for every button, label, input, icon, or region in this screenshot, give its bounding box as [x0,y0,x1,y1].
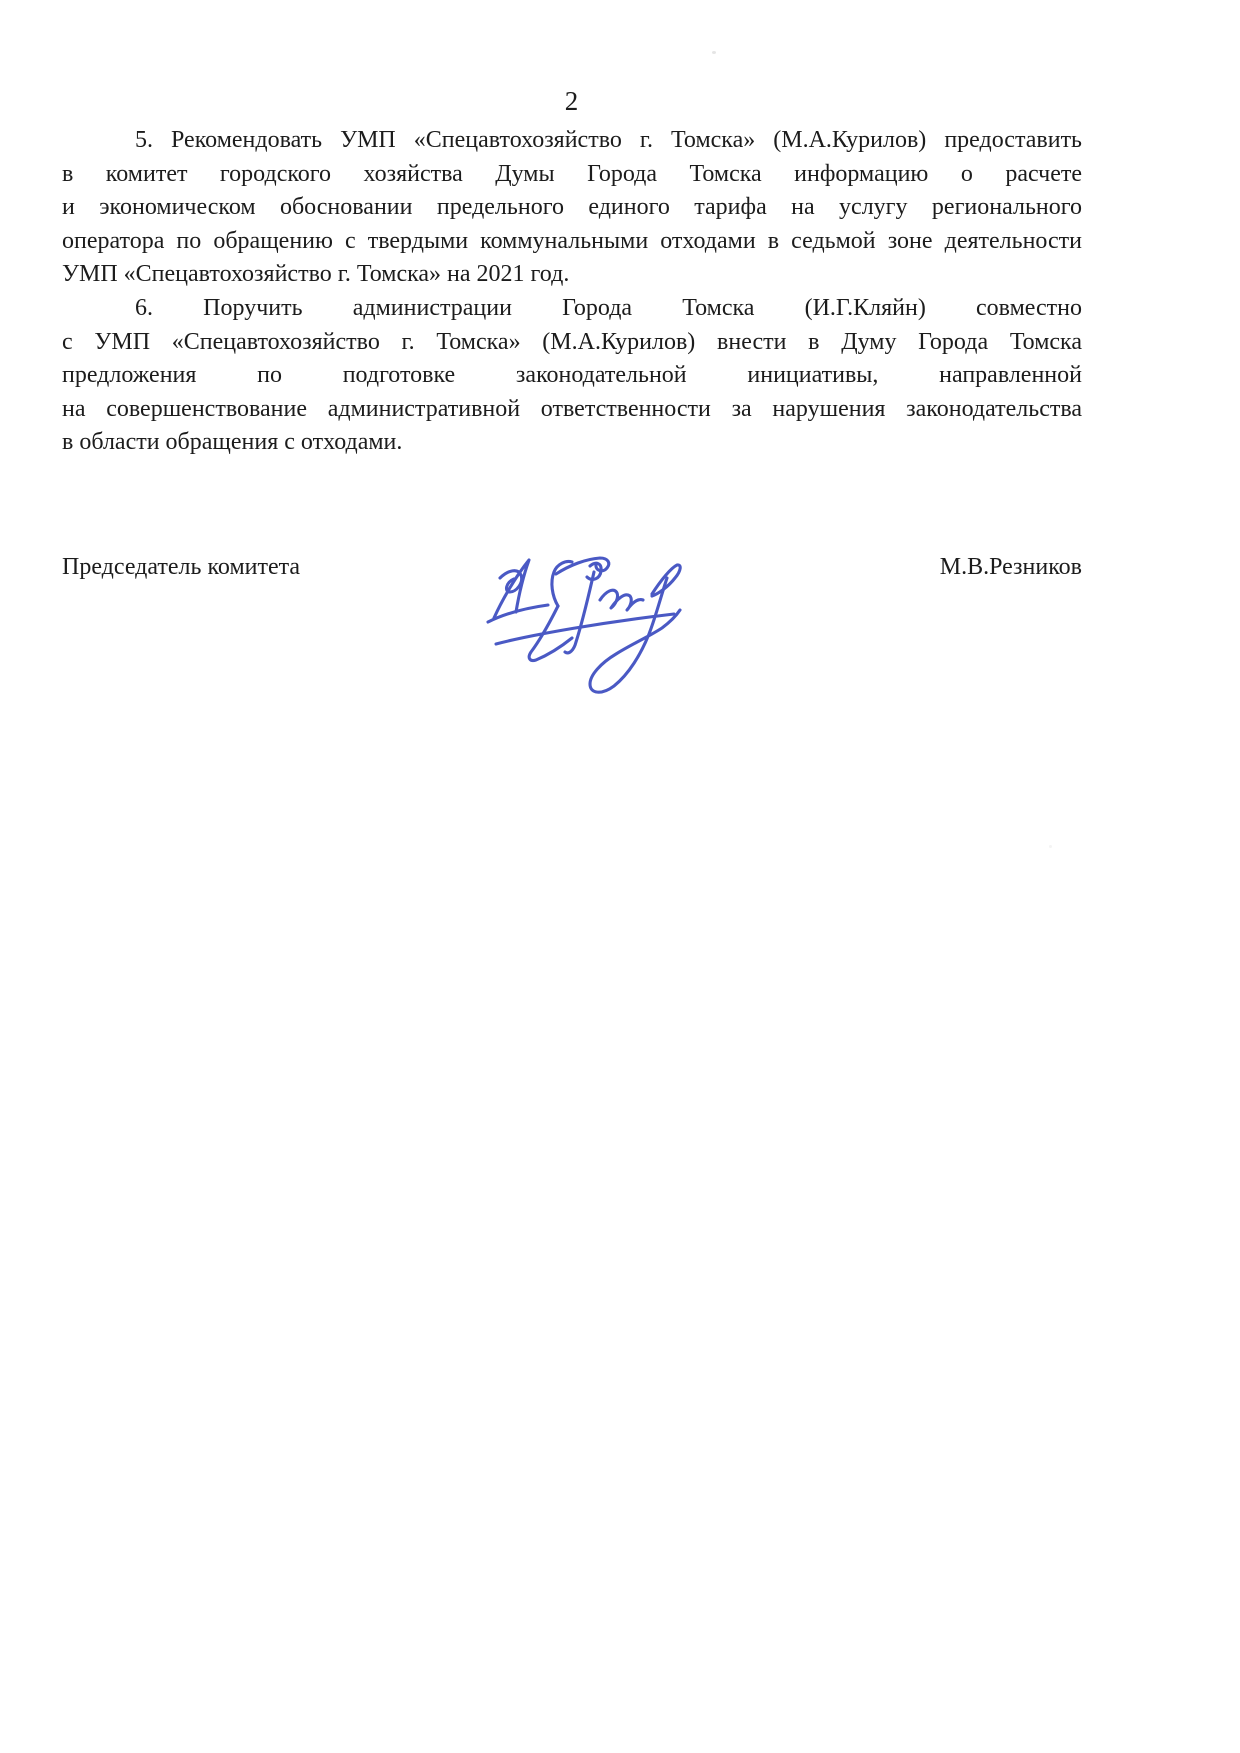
paragraph-6-line-4: на совершенствование административной ответственности за нарушения законодательства [62,395,1082,422]
paragraph-6-line-2: с УМП «Спецавтохозяйство г. Томска» (М.А.Курилов) внести в Думу Города Томска [62,328,1082,355]
document-body [62,124,1082,460]
page-number: 2 [564,86,580,116]
paragraph-6-line-1: 6. Поручить администрации Города Томска (И.Г.Кляйн) совместно [135,294,1082,321]
paragraph-5-line-5: УМП «Спецавтохозяйство г. Томска» на 2021 год. [62,261,570,288]
signer-title: Председатель комитета [62,554,301,580]
paragraph-5-line-1: 5. Рекомендовать УМП «Спецавтохозяйство г. Томска» (М.А.Курилов) предоставить [135,127,1082,153]
paragraph-5-line-2: в комитет городского хозяйства Думы Города Томска информацию о расчете [62,160,1082,187]
signer-name: М.В.Резников [939,554,1082,580]
paragraph-6-line-5: в области обращения с отходами. [62,429,403,456]
paragraph-6-line-3: предложения по подготовке законодательной инициативы, направленной [62,362,1082,389]
handwritten-signature-icon [486,548,686,712]
paragraph-6 [62,292,1082,460]
scan-speck [1049,845,1052,848]
paragraph-5 [62,124,1082,292]
paragraph-5-line-4: оператора по обращению с твердыми коммунальными отходами в седьмой зоне деятельности [62,227,1082,254]
paragraph-5-line-3: и экономическом обосновании предельного единого тарифа на услугу регионального [62,194,1082,221]
scan-speck [712,51,716,54]
